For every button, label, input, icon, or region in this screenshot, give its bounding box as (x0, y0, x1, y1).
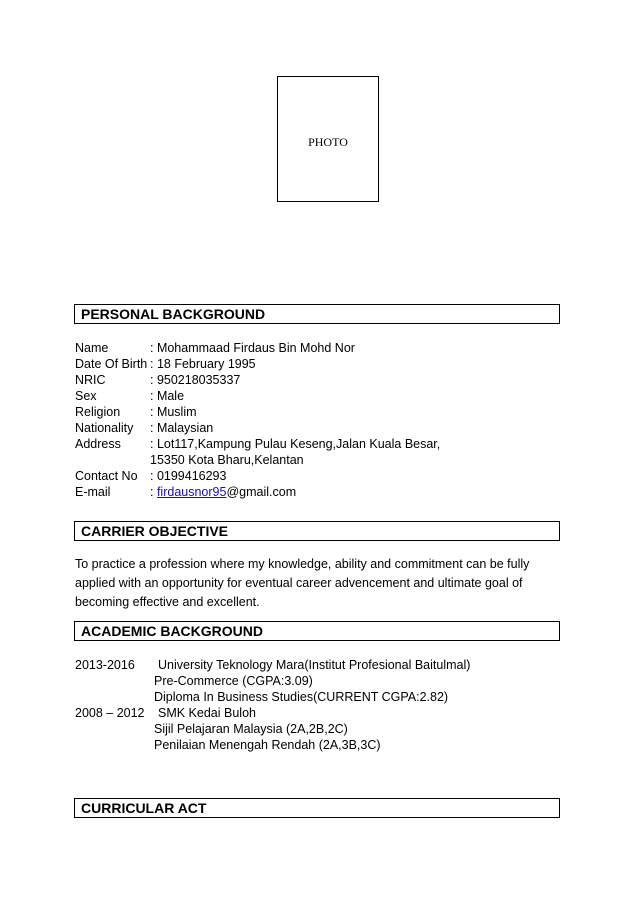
field-value: : Malaysian (150, 421, 214, 435)
edu-detail: Diploma In Business Studies(CURRENT CGPA:2.82) (154, 690, 449, 704)
field-label: Religion (75, 405, 121, 419)
email-prefix: : (150, 485, 157, 499)
email-domain: @gmail.com (226, 485, 297, 499)
field-value: : 950218035337 (150, 373, 241, 387)
section-header-curricular: CURRICULAR ACT (74, 798, 560, 818)
field-label: Date Of Birth (75, 357, 148, 371)
section-header-personal: PERSONAL BACKGROUND (74, 304, 560, 324)
field-value (150, 484, 296, 500)
field-value: : Lot117,Kampung Pulau Keseng,Jalan Kuala Besar, (150, 437, 441, 451)
edu-period: 2008 – 2012 (75, 706, 145, 720)
field-label: Nationality (75, 421, 134, 435)
field-value: : 18 February 1995 (150, 357, 256, 371)
field-value: : Male (150, 389, 185, 403)
section-header-academic: ACADEMIC BACKGROUND (74, 621, 560, 641)
edu-detail: Sijil Pelajaran Malaysia (2A,2B,2C) (154, 722, 348, 736)
field-label: NRIC (75, 373, 106, 387)
edu-detail: Pre-Commerce (CGPA:3.09) (154, 674, 313, 688)
photo-placeholder (277, 76, 379, 202)
field-label: Contact No (75, 469, 138, 483)
edu-period: 2013-2016 (75, 658, 135, 672)
edu-detail: Penilaian Menengah Rendah (2A,3B,3C) (154, 738, 381, 752)
objective-text: To practice a profession where my knowledge, ability and commitment can be fully applied with an opportunity for eventual career advencement and ultimate goal of becoming effective and excellent. (75, 557, 530, 609)
photo-label: PHOTO (308, 135, 348, 149)
edu-school: SMK Kedai Buloh (158, 706, 256, 720)
field-value: : Mohammaad Firdaus Bin Mohd Nor (150, 341, 355, 355)
email-link[interactable]: firdausnor95 (156, 485, 227, 499)
field-label: E-mail (75, 485, 111, 499)
field-label: Address (75, 437, 121, 451)
field-value: : 0199416293 (150, 469, 227, 483)
field-label: Sex (75, 389, 97, 403)
section-header-objective: CARRIER OBJECTIVE (74, 521, 560, 541)
edu-school: University Teknology Mara(Institut Profesional Baitulmal) (158, 658, 471, 672)
field-value: 15350 Kota Bharu,Kelantan (150, 453, 304, 467)
field-label: Name (75, 341, 109, 355)
field-value: : Muslim (150, 405, 197, 419)
